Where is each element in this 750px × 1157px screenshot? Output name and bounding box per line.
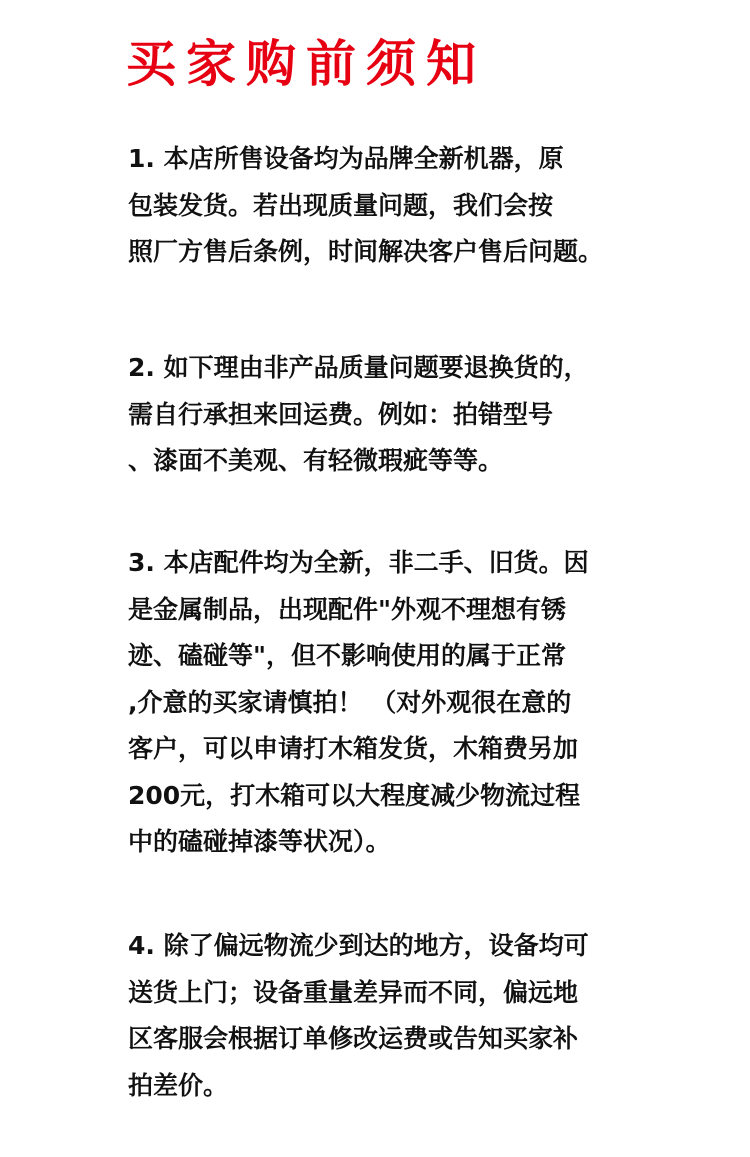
page-title: 买家购前须知: [126, 35, 486, 93]
notice-line: 4. 除了偏远物流少到达的地方，设备均可: [128, 931, 589, 960]
notice-item-3: [128, 540, 589, 866]
notice-line: 、漆面不美观、有轻微瑕疵等等。: [128, 446, 504, 475]
notice-line: 是金属制品，出现配件"外观不理想有锈: [128, 594, 567, 624]
notice-item-1: [128, 136, 603, 276]
notice-line: 客户，可以申请打木箱发货，木箱费另加: [128, 734, 579, 763]
notice-line: 送货上门；设备重量差异而不同，偏远地: [128, 977, 579, 1007]
notice-line: 3. 本店配件均为全新，非二手、旧货。因: [128, 548, 589, 577]
notice-item-2: [128, 345, 589, 485]
notice-line: 迹、磕碰等"，但不影响使用的属于正常: [128, 641, 567, 670]
notice-line: ,介意的买家请慎拍！ （对外观很在意的: [128, 687, 572, 717]
notice-line: 需自行承担来回运费。例如：拍错型号: [128, 399, 554, 429]
notice-item-4: [128, 923, 589, 1109]
notice-line: 照厂方售后条例，时间解决客户售后问题。: [128, 237, 604, 266]
notice-line: 包装发货。若出现质量问题，我们会按: [128, 190, 554, 220]
notice-line: 200元，打木箱可以大程度减少物流过程: [128, 780, 581, 810]
notice-line: 1. 本店所售设备均为品牌全新机器，原: [128, 144, 564, 173]
notice-line: 中的磕碰掉漆等状况）。: [128, 827, 391, 856]
notice-line: 拍差价。: [128, 1070, 229, 1100]
notice-line: 2. 如下理由非产品质量问题要退换货的，: [128, 353, 589, 382]
notice-line: 区客服会根据订单修改运费或告知买家补: [128, 1024, 579, 1053]
